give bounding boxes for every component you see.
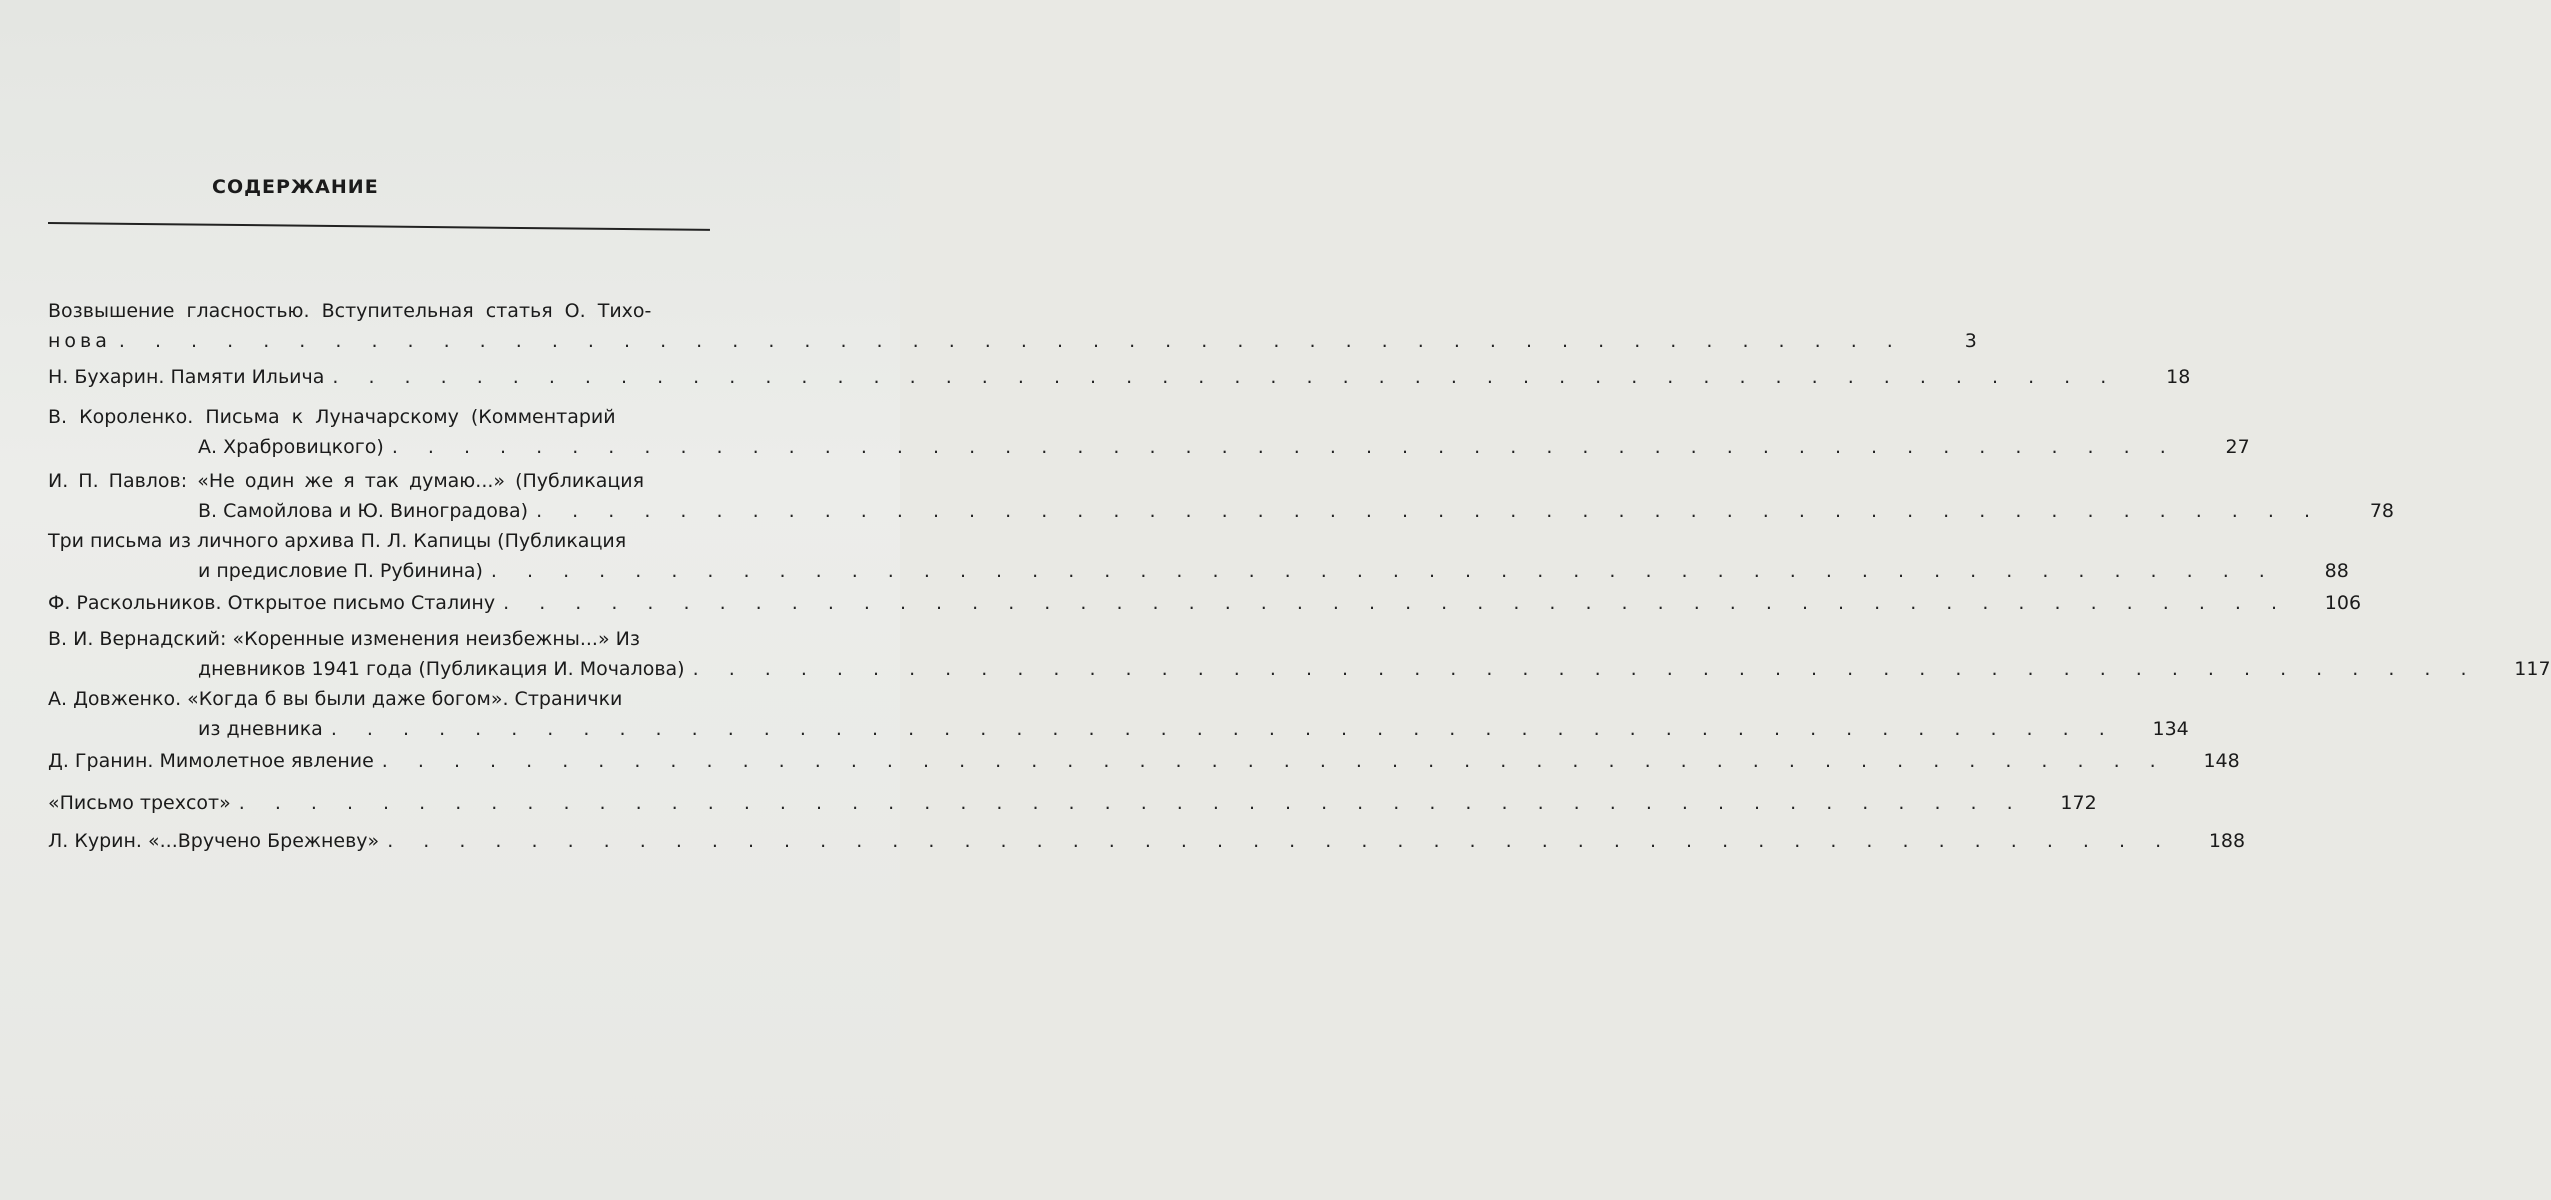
toc-page-number: 3 xyxy=(1964,330,1977,352)
toc-page-number: 134 xyxy=(2152,718,2189,740)
toc-entry-title-cont: А. Храбровицкого) xyxy=(198,436,384,458)
toc-entry xyxy=(48,624,2551,684)
toc-entry-title: Ф. Раскольников. Открытое письмо Сталину xyxy=(48,592,496,614)
leader-dots: . . . . . . . . . . . . . . . . . . . . . . . . . . . . . . . . . . . . . . . . . . . . . . . . . . xyxy=(387,830,2174,852)
toc-page-number: 172 xyxy=(2060,792,2097,814)
toc-entry-title-cont: дневников 1941 года (Публикация И. Мочалова) xyxy=(198,658,685,680)
toc-entry-title-cont: и предисловие П. Рубинина) xyxy=(198,560,483,582)
toc-entry xyxy=(48,402,2250,462)
toc-entry-title: «Письмо трехсот» xyxy=(48,792,231,814)
toc-entry xyxy=(48,746,2240,776)
toc-entry-title: Л. Курин. «...Вручено Брежневу» xyxy=(48,830,380,852)
leader-dots: . . . . . . . . . . . . . . . . . . . . . . . . . . . . . . . . . . . . . . . . . . . . . . . . . . xyxy=(330,718,2117,740)
leader-dots: . . . . . . . . . . . . . . . . . . . . . . . . . . . . . . . . . . . . . . . . . . . . . . . . . . xyxy=(332,366,2119,388)
toc-entry-title-cont: из дневника xyxy=(198,718,323,740)
toc-page-number: 188 xyxy=(2208,830,2246,852)
toc-page-number: 27 xyxy=(2225,436,2250,458)
toc-page-number: 18 xyxy=(2166,366,2191,388)
toc-entry xyxy=(48,296,1977,356)
toc-entry xyxy=(48,466,2395,526)
toc-entry-title: Д. Гранин. Мимолетное явление xyxy=(48,750,374,772)
leader-dots: . . . . . . . . . . . . . . . . . . . . . . . . . . . . . . . . . . . . . . . . . . . . . . . . . . xyxy=(503,592,2290,614)
leader-dots: . . . . . . . . . . . . . . . . . . . . . . . . . . . . . . . . . . . . . . . . . . . . . . . . . . xyxy=(692,658,2479,680)
toc-page-number: 78 xyxy=(2369,500,2395,522)
page-title: СОДЕРЖАНИЕ xyxy=(212,176,379,198)
leader-dots: . . . . . . . . . . . . . . . . . . . . . . . . . . . . . . . . . . . . . . . . . . . . . . . . . . xyxy=(536,500,2323,522)
toc-entry xyxy=(48,588,2362,618)
toc-entry-title: Возвышение гласностью. Вступительная статья О. Тихо- xyxy=(48,300,652,322)
toc-entry-title: В. Короленко. Письма к Луначарскому (Комментарий xyxy=(48,406,616,428)
leader-dots: . . . . . . . . . . . . . . . . . . . . . . . . . . . . . . . . . . . . . . . . . . . . . . . . . . xyxy=(238,792,2025,814)
title-rule xyxy=(48,222,710,231)
leader-dots: . . . . . . . . . . . . . . . . . . . . . . . . . . . . . . . . . . . . . . . . . . . . . . . . . . xyxy=(118,330,1905,352)
toc-page-number: 117 xyxy=(2514,658,2551,680)
toc-page-number: 106 xyxy=(2324,592,2362,614)
leader-dots: . . . . . . . . . . . . . . . . . . . . . . . . . . . . . . . . . . . . . . . . . . . . . . . . . . xyxy=(381,750,2168,772)
toc-entry-title: А. Довженко. «Когда б вы были даже богом». Странички xyxy=(48,688,623,710)
leader-dots: . . . . . . . . . . . . . . . . . . . . . . . . . . . . . . . . . . . . . . . . . . . . . . . . . . xyxy=(391,436,2178,458)
toc-entry xyxy=(48,526,2349,586)
toc-entry xyxy=(48,826,2246,856)
toc-page-number: 148 xyxy=(2203,750,2240,772)
toc-entry-title-cont: нова xyxy=(48,330,111,352)
toc-entry-title: И. П. Павлов: «Не один же я так думаю...» (Публикация xyxy=(48,470,645,492)
leader-dots: . . . . . . . . . . . . . . . . . . . . . . . . . . . . . . . . . . . . . . . . . . . . . . . . . . xyxy=(490,560,2277,582)
toc-entry xyxy=(48,788,2097,818)
toc-entry xyxy=(48,684,2189,744)
toc-page-number: 88 xyxy=(2324,560,2349,582)
toc-entry-title: Три письма из личного архива П. Л. Капицы (Публикация xyxy=(48,530,627,552)
toc-entry-title: Н. Бухарин. Памяти Ильича xyxy=(48,366,325,388)
toc-entry-title-cont: В. Самойлова и Ю. Виноградова) xyxy=(198,500,529,522)
toc-entry xyxy=(48,362,2191,392)
toc-entry-title: В. И. Вернадский: «Коренные изменения неизбежны...» Из xyxy=(48,628,640,650)
